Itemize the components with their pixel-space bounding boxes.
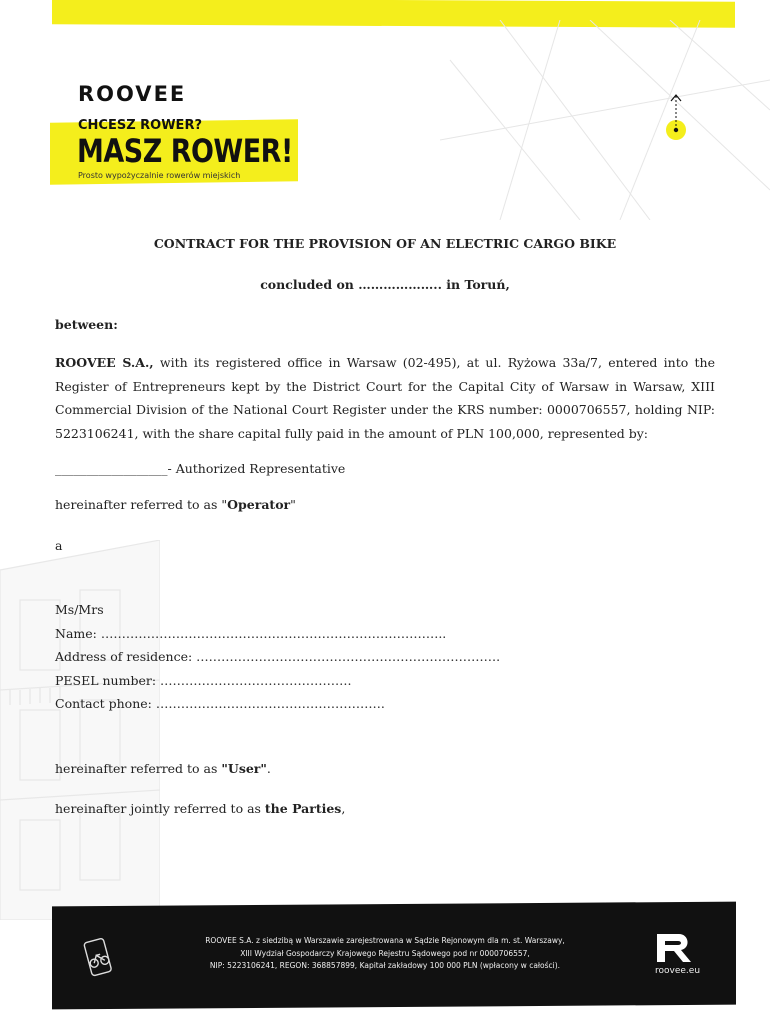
operator-reference — [55, 493, 715, 517]
name-line: Name: ……………………………………………………………………….. — [55, 625, 447, 641]
roovee-logo: ROOVEE — [78, 82, 187, 106]
parties-reference — [55, 797, 715, 821]
parties-term: the Parties — [264, 801, 342, 816]
contract-title: CONTRACT FOR THE PROVISION OF AN ELECTRIC CARGO BIKE — [153, 236, 617, 251]
footer-line-3: NIP: 5223106241, REGON: 368857899, Kapitał zakładowy 100 000 PLN (wpłacony w całości). — [209, 961, 561, 970]
map-lines-decoration — [440, 20, 770, 220]
pesel-line: PESEL number: ………………………………………. — [55, 672, 352, 688]
footer-company-info — [170, 935, 600, 973]
operator-details: with its registered office in Warsaw (02-495), at ul. Ryżowa 33a/7, entered into the Register of Entrepreneurs kept by the District Court for the Capital City of Warsaw in Warsaw, XIII Commercial Division of the National Court Register under the KRS number: 0000706557, holding NIP: 5223106241, with the share capital fully paid in the amount of PLN 100,000, represented by: — [55, 355, 715, 441]
between-label: between: — [55, 317, 118, 332]
address-line: Address of residence: ………………………………………………………………. — [55, 649, 501, 664]
roovee-r-logo-icon — [655, 932, 695, 964]
and-word: a — [55, 538, 63, 553]
operator-name: ROOVEE S.A., — [55, 355, 154, 370]
slogan-tagline: Prosto wypożyczalnie rowerów miejskich — [78, 171, 241, 180]
phone-line: Contact phone: ………………………………………………. — [55, 696, 385, 711]
footer-website: roovee.eu — [655, 966, 701, 976]
jointly-prefix: hereinafter jointly referred to as — [55, 801, 265, 816]
jointly-suffix: , — [341, 801, 346, 816]
operator-ref-prefix: hereinafter referred to as " — [55, 497, 228, 512]
user-ref-suffix: . — [266, 761, 271, 776]
location-pin-icon — [664, 90, 688, 142]
operator-paragraph — [55, 351, 715, 445]
operator-term: Operator — [227, 497, 291, 512]
user-reference — [55, 757, 715, 781]
user-details-block — [55, 598, 715, 716]
slogan-question: CHCESZ ROWER? — [78, 118, 202, 133]
user-ref-prefix: hereinafter referred to as — [55, 761, 222, 776]
phone-bike-icon — [78, 936, 118, 980]
user-term: "User" — [221, 761, 267, 776]
building-photo-decoration — [0, 540, 160, 920]
slogan-answer: MASZ ROWER! — [77, 133, 293, 171]
footer-line-1: ROOVEE S.A. z siedzibą w Warszawie zarejestrowana w Sądzie Rejonowym dla m. st. Warszawy, — [205, 936, 565, 945]
operator-ref-suffix: " — [290, 497, 296, 512]
authorized-representative-line: __________________- Authorized Representative — [55, 461, 346, 476]
concluded-line: concluded on ……………….. in Toruń, — [260, 277, 510, 292]
footer-line-2: XIII Wydział Gospodarczy Krajowego Rejestru Sądowego pod nr 0000706557, — [240, 948, 530, 958]
ms-mrs-label: Ms/Mrs — [55, 602, 104, 617]
